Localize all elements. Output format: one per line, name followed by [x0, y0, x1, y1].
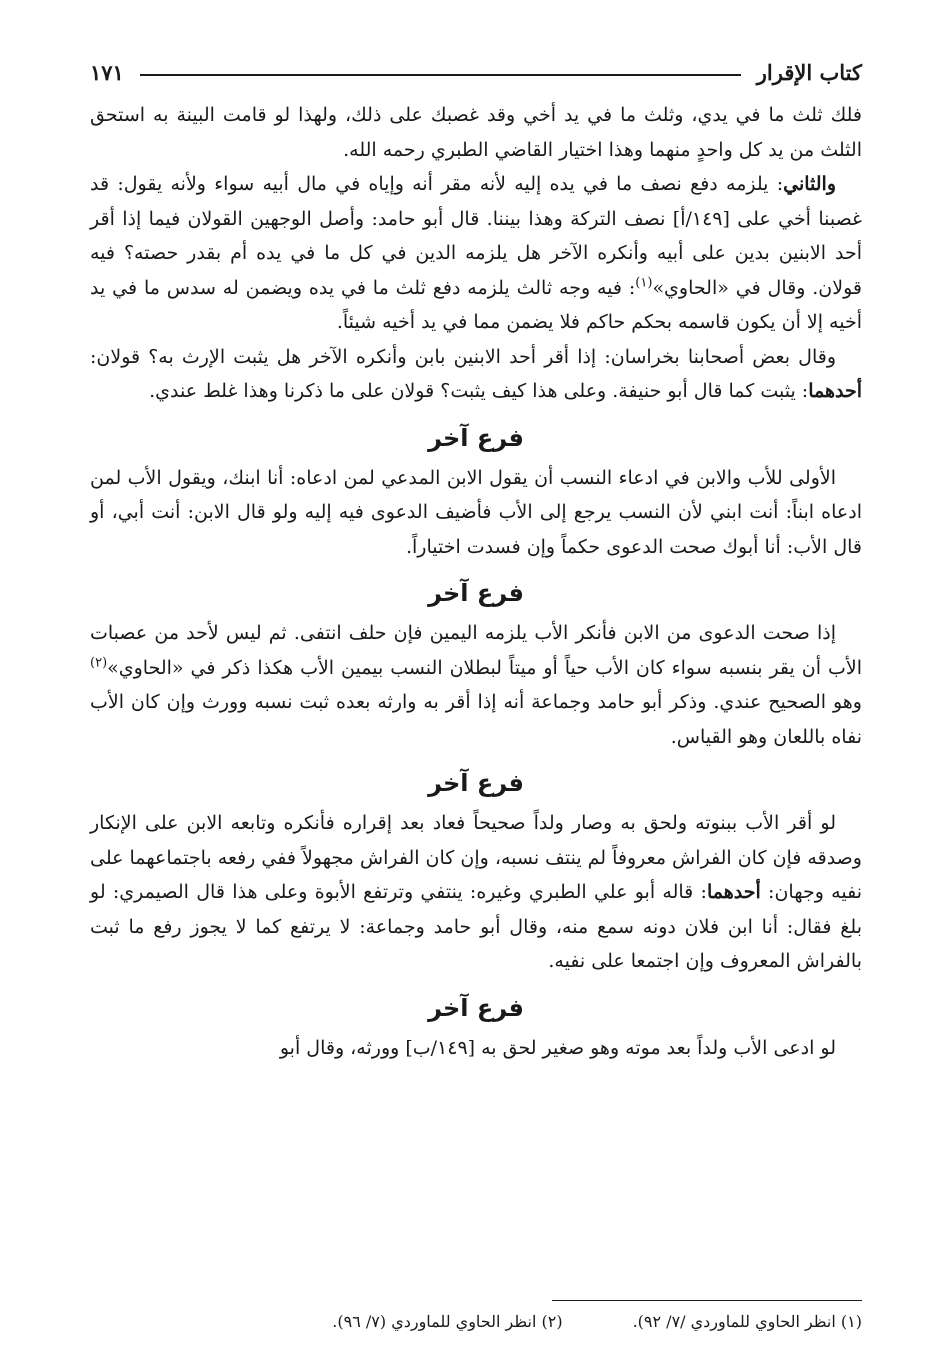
paragraph-6-text-a: لو أقر الأب ببنوته ولحق به وصار ولداً صحيحاً فعاد بعد إقراره فأنكره وتابعه الابن على الإنكار وصدقه فإن كان الفراش معروفاً لم ينتف نسبه، وإن كان الفراش مجهولاً ففي رفعه باجتماعهما على نفيه وجهان:	[90, 812, 862, 903]
paragraph-6-text-b: : قاله أبو علي الطبري وغيره: ينتفي وترتفع الأبوة وعلى هذا قال الصيمري: لو بلغ فقال: أنا ابن فلان دونه سمع منه، وقال أبو حامد وجماعة: لا يرتفع كما لا يجوز رفع ما ثبت بالفراش المعروف وإن اجتمعا على نفيه.	[90, 881, 862, 972]
paragraph-5	[90, 616, 862, 754]
paragraph-3	[90, 340, 862, 409]
paragraph-2	[90, 167, 862, 340]
footnote-1: (١) انظر الحاوي للماوردي /٧/ ٩٢).	[632, 1312, 862, 1331]
paragraph-3-text-a: وقال بعض أصحابنا بخراسان: إذا أقر أحد الابنين بابن وأنكره الآخر هل يثبت الإرث به؟ قولان:	[90, 345, 836, 368]
page-number: ١٧١	[90, 59, 124, 85]
section-heading-2: فرع آخر	[428, 579, 524, 607]
paragraph-7	[90, 1031, 862, 1066]
paragraph-6	[90, 806, 862, 979]
paragraph-1	[90, 98, 862, 167]
section-heading-3: فرع آخر	[428, 769, 524, 797]
footnote-rule	[552, 1300, 862, 1301]
paragraph-5-text-a: إذا صحت الدعوى من الابن فأنكر الأب يلزمه اليمين فإن حلف انتفى. ثم ليس لأحد من عصبات الأب أن يقر بنسبه سواء كان الأب حياً أو ميتاً لبطلان النسب بيمين الأب هكذا ذكر في «الحاوي»	[90, 622, 862, 679]
page-content	[90, 52, 862, 1065]
section-heading-1: فرع آخر	[428, 423, 524, 452]
paragraph-2-text-a: : يلزمه دفع نصف ما في يده إليه لأنه مقر أنه وإياه في مال أبيه سواء ولأنه يقول: قد غصبنا أخي على [١٤٩/أ] نصف التركة وهذا بيننا. قال أبو حامد: وأصل الوجهين القولان فيما إذا أقر أحد الابنين بدين على أبيه وأنكره الآخر هل يلزمه الدين في كل ما في يده أم بقدر حصته؟ فيه قولان. وقال في «الحاوي»	[90, 173, 862, 299]
footnote-2: (٢) انظر الحاوي للماوردي (٧/ ٩٦).	[332, 1312, 563, 1331]
paragraph-2-lead: والثاني	[783, 173, 836, 195]
paragraph-5-text-b: وهو الصحيح عندي. وذكر أبو حامد وجماعة أنه إذا أقر به وارثه بعده ثبت نسبه وورث وإن كان الأب نفاه باللعان وهو القياس.	[90, 691, 862, 748]
paragraph-6-bold: أحدهما	[706, 881, 761, 903]
paragraph-3-bold: أحدهما	[808, 380, 862, 402]
paragraph-7-text: لو ادعى الأب ولداً بعد موته وهو صغير لحق به [١٤٩/ب] وورثه، وقال أبو	[279, 1036, 836, 1059]
section-heading-4: فرع آخر	[428, 993, 524, 1022]
paragraph-4	[90, 461, 862, 565]
book-title: كتاب الإقرار	[756, 59, 862, 85]
footnote-ref-2: (٢)	[90, 655, 108, 671]
paragraph-1-text: فلك ثلث ما في يدي، وثلث ما في يد أخي وقد غصبك على ذلك، ولهذا لو قامت البينة به استحق الثلث من يد كل واحدٍ منهما وهذا اختيار القاضي الطبري رحمه الله.	[90, 104, 862, 161]
header-rule	[140, 74, 741, 76]
paragraph-2-text-b: : فيه وجه ثالث يلزمه دفع ثلث ما في يده ويضمن له سدس ما في يد أخيه إلا أن يكون قاسمه بحكم حاكم فلا يضمن مما في يد أخيه شيئاً.	[90, 276, 862, 333]
paragraph-3-text-b: : يثبت كما قال أبو حنيفة. وعلى هذا كيف يثبت؟ قولان على ما ذكرنا وهذا غلط عندي.	[149, 380, 809, 402]
footnotes	[90, 1310, 862, 1334]
footnote-ref-1: (١)	[635, 275, 653, 291]
running-header	[90, 52, 862, 92]
paragraph-4-text: الأولى للأب والابن في ادعاء النسب أن يقول الابن المدعي لمن ادعاه: أنا ابنك، ويقول الأب لمن ادعاه ابناً: أنت ابني لأن النسب يرجع إلى الأب فأضيف الدعوى فيه إليه ولو قال الابن: أنت أبي، أو قال الأب: أنا أبوك صحت الدعوى حكماً وإن فسدت اختياراً.	[90, 466, 862, 558]
